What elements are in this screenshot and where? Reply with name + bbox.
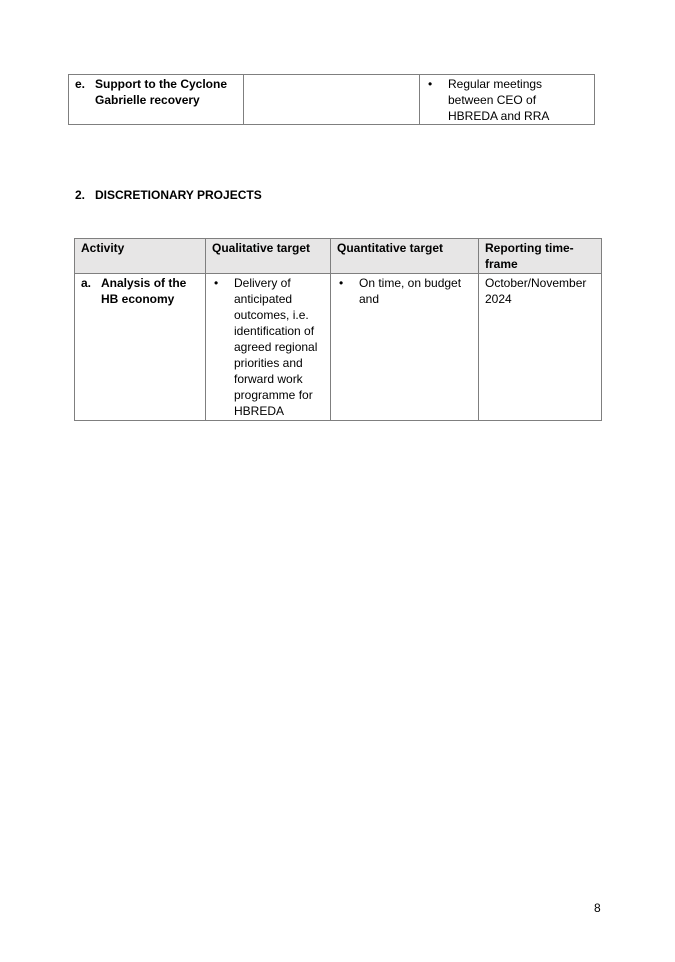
section-heading xyxy=(75,187,262,203)
bullet-text: Regular meetings between CEO of HBREDA and RRA xyxy=(448,77,550,123)
quantitative-cell xyxy=(331,274,479,421)
item-letter: e. xyxy=(75,77,86,91)
discretionary-projects-table xyxy=(74,238,602,421)
bullet-text: On time, on budget and xyxy=(359,276,462,306)
bullet-text: Delivery of anticipated outcomes, i.e. identification of agreed regional priorities and forward work programme for HBREDA xyxy=(234,276,318,418)
header-qualitative-target: Qualitative target xyxy=(206,239,331,274)
activity-cell xyxy=(75,274,206,421)
header-activity: Activity xyxy=(75,239,206,274)
activity-name: Analysis of the HB economy xyxy=(101,276,187,306)
section-number: 2. xyxy=(75,188,86,202)
page-number: 8 xyxy=(594,901,601,915)
qualitative-cell xyxy=(244,75,420,125)
activities-table-continued xyxy=(68,74,595,125)
table-row xyxy=(69,75,595,125)
item-letter: a. xyxy=(81,276,92,290)
bullet-icon: • xyxy=(428,77,433,91)
section-title: DISCRETIONARY PROJECTS xyxy=(95,188,262,202)
table-row xyxy=(75,274,602,421)
reporting-cell: October/November 2024 xyxy=(479,274,602,421)
bullet-icon: • xyxy=(339,276,344,290)
bullet-icon: • xyxy=(214,276,219,290)
activity-cell xyxy=(69,75,244,125)
table-header-row xyxy=(75,239,602,274)
quantitative-cell xyxy=(420,75,595,125)
qualitative-cell xyxy=(206,274,331,421)
header-quantitative-target: Quantitative target xyxy=(331,239,479,274)
activity-name: Support to the Cyclone Gabrielle recovery xyxy=(95,77,227,107)
header-reporting-time-frame: Reporting time-frame xyxy=(479,239,602,274)
